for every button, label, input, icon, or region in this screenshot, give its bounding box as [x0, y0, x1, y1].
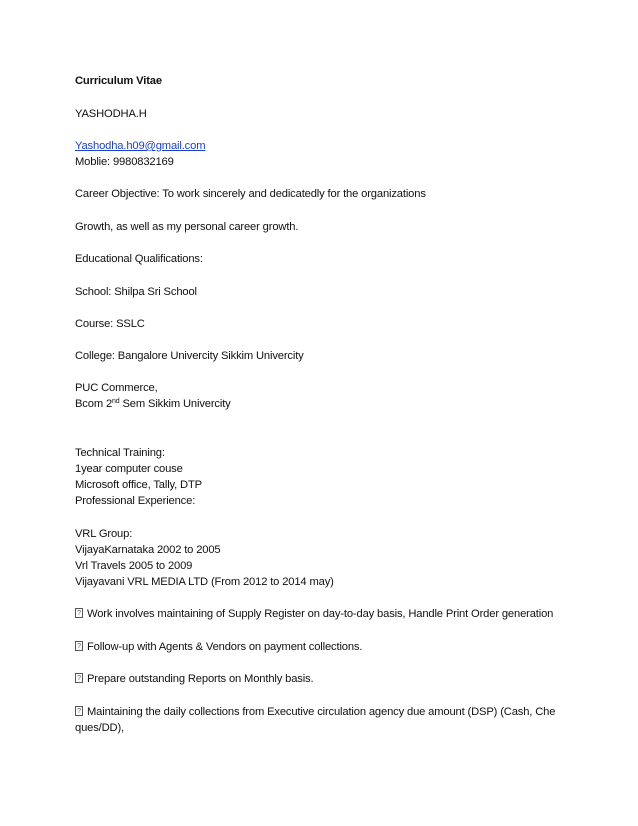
- experience-heading: Professional Experience:: [75, 495, 196, 507]
- training-item-2: Microsoft office, Tally, DTP: [75, 479, 202, 491]
- career-objective-line-2: Growth, as well as my personal career growth.: [75, 221, 299, 233]
- responsibility-item: [75, 705, 555, 719]
- responsibility-item: [75, 607, 553, 621]
- career-objective-line-1: Career Objective: To work sincerely and dedicatedly for the organizations: [75, 188, 426, 200]
- responsibility-text: Maintaining the daily collections from Executive circulation agency due amount (DSP) (Cash, Che: [87, 706, 556, 718]
- education-bcom: [75, 397, 231, 411]
- mobile-number: Moblie: 9980832169: [75, 156, 174, 168]
- responsibility-item: [75, 640, 362, 654]
- missing-glyph-bullet-icon: [75, 706, 83, 716]
- training-heading: Technical Training:: [75, 447, 165, 459]
- responsibility-item: [75, 672, 313, 686]
- education-heading: Educational Qualifications:: [75, 253, 203, 265]
- experience-job-3: Vijayavani VRL MEDIA LTD (From 2012 to 2014 may): [75, 576, 334, 588]
- candidate-name: YASHODHA.H: [75, 108, 147, 120]
- training-item-1: 1year computer couse: [75, 463, 183, 475]
- responsibility-text: Prepare outstanding Reports on Monthly basis.: [87, 673, 314, 685]
- bcom-suffix: Sem Sikkim Univercity: [119, 398, 231, 410]
- document-title: Curriculum Vitae: [75, 75, 162, 87]
- missing-glyph-bullet-icon: [75, 641, 83, 651]
- missing-glyph-bullet-icon: [75, 673, 83, 683]
- education-college: College: Bangalore Univercity Sikkim Univercity: [75, 350, 304, 362]
- responsibility-continuation: ques/DD),: [75, 722, 125, 734]
- bcom-prefix: Bcom 2: [75, 398, 113, 410]
- experience-job-2: Vrl Travels 2005 to 2009: [75, 560, 193, 572]
- missing-glyph-bullet-icon: [75, 608, 83, 618]
- responsibility-text: Work involves maintaining of Supply Register on day-to-day basis, Handle Print Order generation: [87, 608, 554, 620]
- bcom-superscript: nd: [112, 398, 120, 405]
- responsibility-text: Follow-up with Agents & Vendors on payment collections.: [87, 641, 363, 653]
- email-link[interactable]: Yashodha.h09@gmail.com: [75, 140, 206, 152]
- experience-job-1: VijayaKarnataka 2002 to 2005: [75, 544, 221, 556]
- education-course: Course: SSLC: [75, 318, 145, 330]
- education-school: School: Shilpa Sri School: [75, 286, 197, 298]
- experience-group: VRL Group:: [75, 528, 133, 540]
- education-puc: PUC Commerce,: [75, 382, 158, 394]
